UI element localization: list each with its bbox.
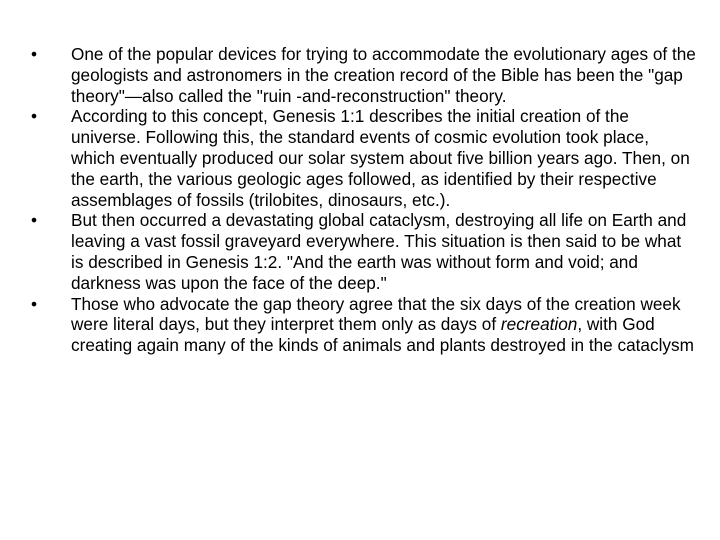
bullet-list: [28, 44, 696, 356]
bullet-item-gap-theory: [28, 44, 696, 106]
bullet-text-emphasis: recreation: [500, 314, 578, 335]
bullet-text: According to this concept, Genesis 1:1 describes the initial creation of the universe. Following this, the standard events of cosmic evolution took place, which eventually produced our solar system about five billion years ago. Then, on the earth, the various geologic ages followed, as identified by their respective assemblages of fossils (trilobites, dinosaurs, etc.).: [71, 106, 690, 210]
bullet-text: [71, 294, 694, 356]
bullet-marker: •: [30, 44, 38, 64]
bullet-marker: •: [30, 106, 38, 127]
bullet-text-after: , with God creating again many of the kinds of animals and plants destroyed in the cataclysm: [71, 314, 694, 356]
bullet-item-cataclysm: [28, 210, 696, 293]
bullet-text: But then occurred a devastating global cataclysm, destroying all life on Earth and leaving a vast fossil graveyard everywhere. This situation is then said to be what is described in Genesis 1:2. "And the earth was without form and void; and darkness was upon the face of the deep.": [71, 210, 687, 293]
bullet-item-genesis-1-1: [28, 106, 696, 210]
bullet-text: One of the popular devices for trying to accommodate the evolutionary ages of the geologists and astronomers in the creation record of the Bible has been the "gap theory"—also called the "ruin -and-reconstruction" theory.: [71, 44, 696, 106]
bullet-marker: •: [30, 210, 38, 231]
bullet-marker: •: [30, 293, 38, 314]
bullet-text-before: Those who advocate the gap theory agree that the six days of the creation week were literal days, but they interpret them only as days of: [71, 293, 681, 335]
bullet-item-recreation: [28, 294, 696, 356]
